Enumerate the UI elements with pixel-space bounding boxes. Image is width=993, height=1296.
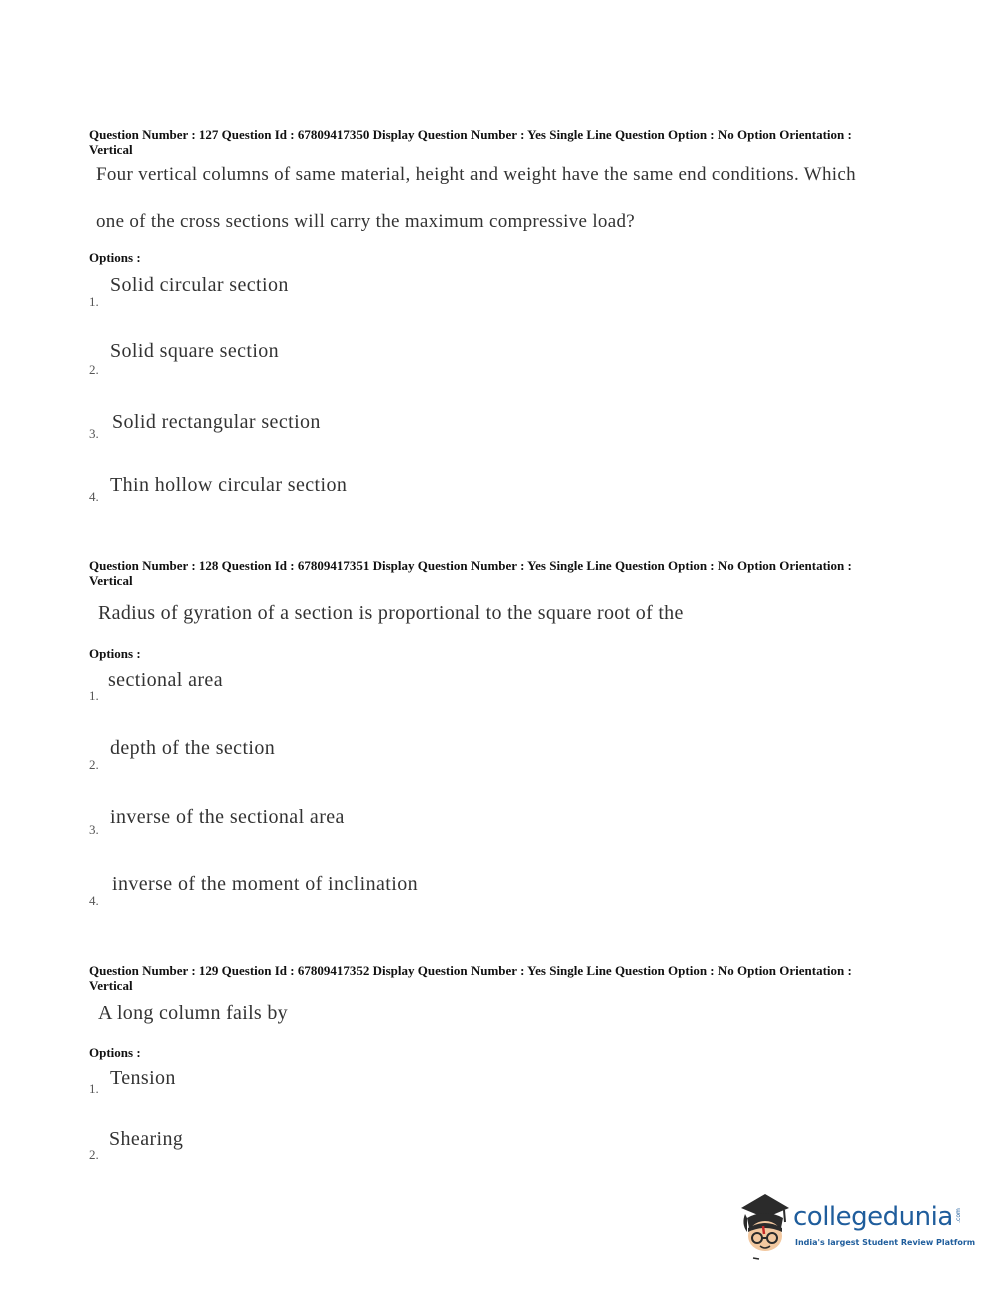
question-text: Four vertical columns of same material, height and weight have the same end conditions. Which (96, 164, 856, 185)
options-label: Options : (89, 250, 141, 265)
option-number: 3. (89, 822, 99, 837)
logo-wordmark: collegedunia (793, 1202, 953, 1232)
option-text: Solid circular section (110, 274, 289, 296)
option-number: 2. (89, 1147, 99, 1162)
options-label: Options : (89, 1045, 141, 1060)
option-text: Solid rectangular section (112, 411, 321, 433)
option-number: 2. (89, 757, 99, 772)
option-number: 3. (89, 426, 99, 441)
question-text: Radius of gyration of a section is proportional to the square root of the (98, 602, 684, 624)
option-text: Shearing (109, 1128, 184, 1150)
option-text: depth of the section (110, 737, 276, 759)
question-meta: Question Number : 127 Question Id : 67809417350 Display Question Number : Yes Single Line Question Option : No Option Orientation : Vertical (89, 127, 852, 157)
question-meta: Question Number : 128 Question Id : 67809417351 Display Question Number : Yes Single Line Question Option : No Option Orientation : Vertical (89, 558, 852, 588)
option-text: Thin hollow circular section (110, 474, 348, 496)
logo-tagline: India's largest Student Review Platform (795, 1238, 976, 1247)
option-number: 1. (89, 1081, 99, 1096)
option-text: inverse of the sectional area (110, 806, 345, 828)
option-text: Tension (110, 1067, 176, 1089)
question-text: one of the cross sections will carry the maximum compressive load? (96, 211, 635, 232)
logo-com: .com (954, 1208, 962, 1223)
question-text: A long column fails by (98, 1002, 288, 1024)
question-meta: Question Number : 129 Question Id : 67809417352 Display Question Number : Yes Single Line Question Option : No Option Orientation : Vertical (89, 963, 852, 993)
mascot-icon (735, 1188, 793, 1260)
option-number: 2. (89, 362, 99, 377)
option-text: inverse of the moment of inclination (112, 873, 418, 895)
option-number: 1. (89, 688, 99, 703)
option-text: Solid square section (110, 340, 280, 362)
option-number: 1. (89, 294, 99, 309)
option-text: sectional area (108, 669, 223, 691)
option-number: 4. (89, 489, 99, 504)
collegedunia-logo (735, 1188, 976, 1263)
options-label: Options : (89, 646, 141, 661)
option-number: 4. (89, 893, 99, 908)
